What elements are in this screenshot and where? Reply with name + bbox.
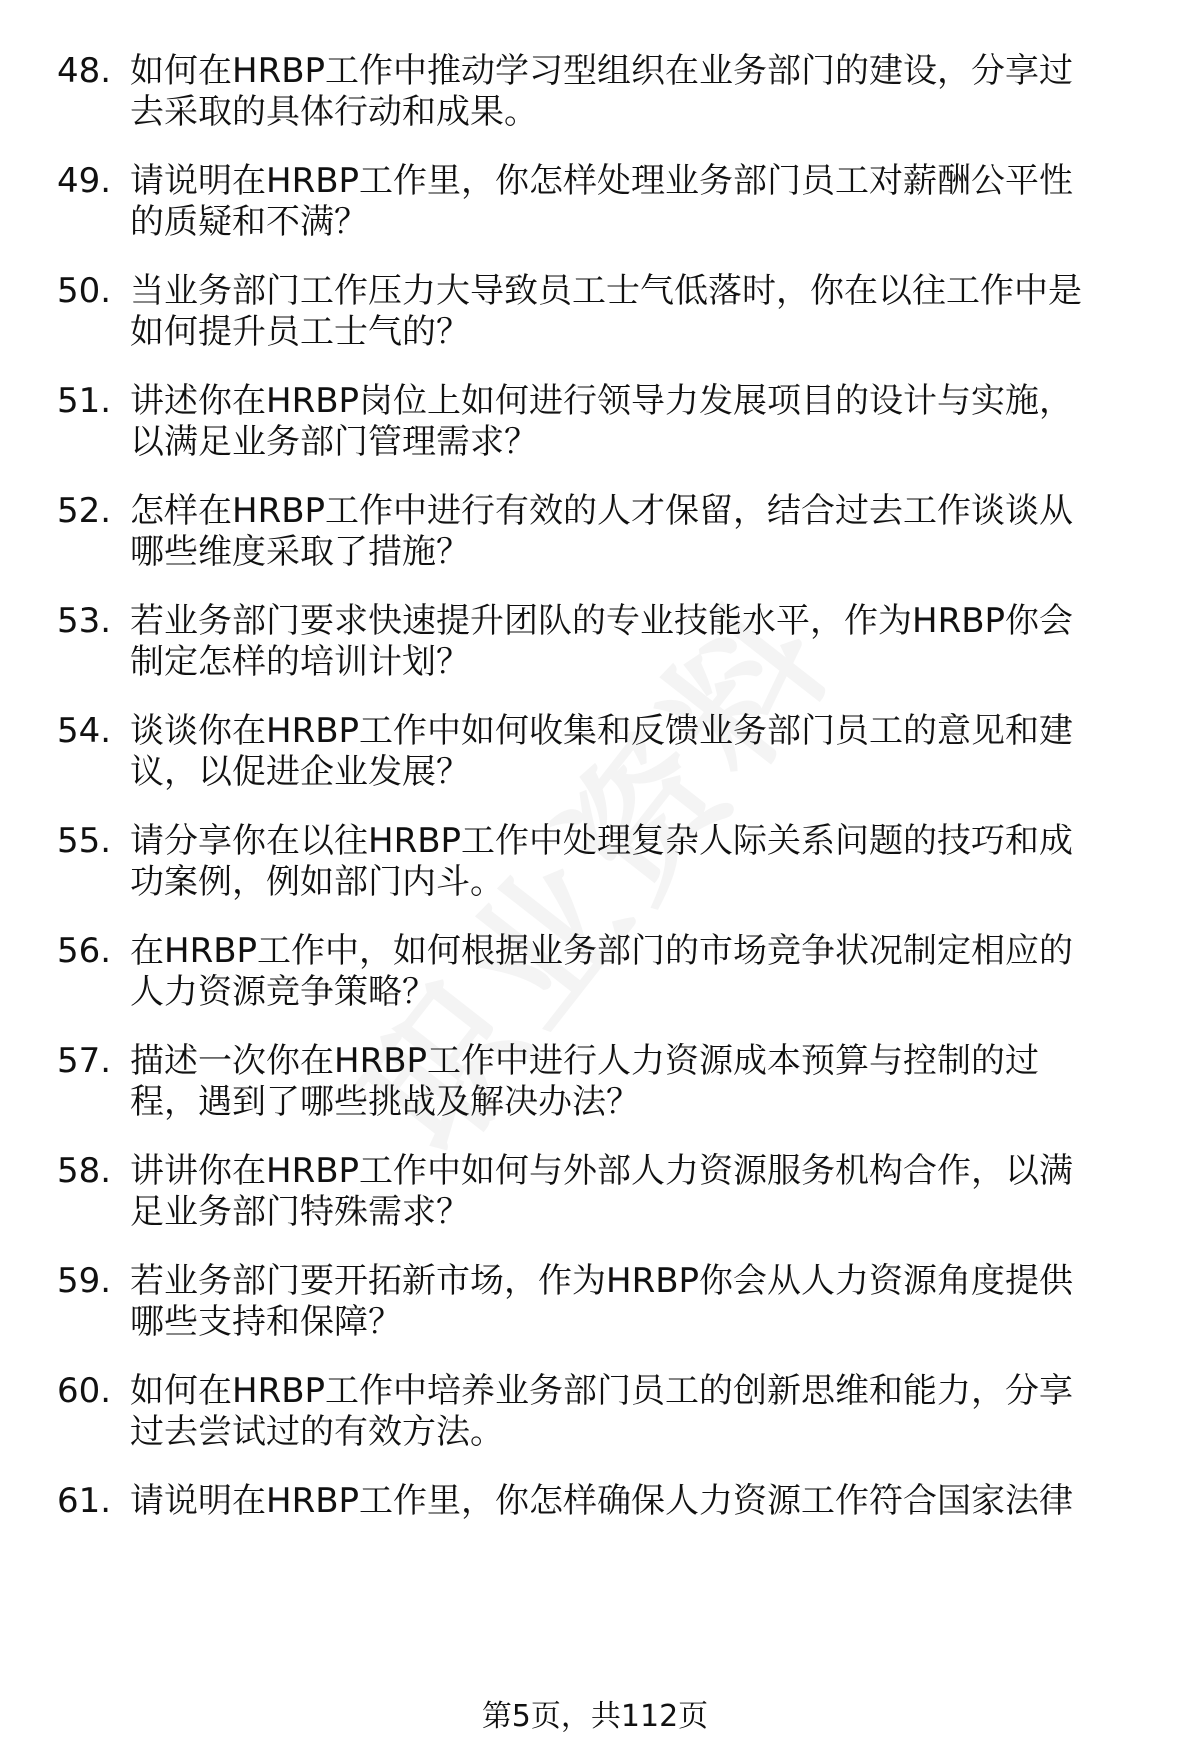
question-text-line: 谈谈你在HRBP工作中如何收集和反馈业务部门员工的意见和建	[130, 711, 1074, 751]
question-text-line: 讲述你在HRBP岗位上如何进行领导力发展项目的设计与实施，	[130, 381, 1074, 421]
question-number: 48.	[57, 51, 112, 91]
question-text-line: 以满足业务部门管理需求？	[130, 422, 538, 462]
question-text-line: 如何在HRBP工作中推动学习型组织在业务部门的建设，分享过	[130, 51, 1074, 91]
question-item	[0, 930, 1190, 1040]
question-text-line: 讲讲你在HRBP工作中如何与外部人力资源服务机构合作，以满	[130, 1151, 1074, 1191]
question-number: 60.	[57, 1371, 112, 1411]
question-number: 55.	[57, 821, 112, 861]
question-item	[0, 1040, 1190, 1150]
question-text-line: 制定怎样的培训计划？	[130, 642, 470, 682]
question-item	[0, 1260, 1190, 1370]
question-text-line: 请说明在HRBP工作里，你怎样处理业务部门员工对薪酬公平性	[130, 161, 1074, 201]
question-item	[0, 160, 1190, 270]
question-item	[0, 490, 1190, 600]
page-footer: 第5页，共112页	[481, 1699, 709, 1734]
question-number: 56.	[57, 931, 112, 971]
question-number: 61.	[57, 1481, 112, 1521]
question-text-line: 去采取的具体行动和成果。	[130, 92, 538, 132]
question-number: 51.	[57, 381, 112, 421]
question-item	[0, 1370, 1190, 1480]
question-text-line: 如何在HRBP工作中培养业务部门员工的创新思维和能力，分享	[130, 1371, 1074, 1411]
question-item	[0, 50, 1190, 160]
question-item	[0, 380, 1190, 490]
question-item	[0, 1480, 1190, 1590]
question-text-line: 请说明在HRBP工作里，你怎样确保人力资源工作符合国家法律	[130, 1481, 1074, 1521]
question-text-line: 描述一次你在HRBP工作中进行人力资源成本预算与控制的过	[130, 1041, 1040, 1081]
question-text-line: 如何提升员工士气的？	[130, 312, 470, 352]
question-text-line: 若业务部门要求快速提升团队的专业技能水平，作为HRBP你会	[130, 601, 1074, 641]
question-text-line: 功案例，例如部门内斗。	[130, 862, 504, 902]
question-text-line: 足业务部门特殊需求？	[130, 1192, 470, 1232]
question-text-line: 程，遇到了哪些挑战及解决办法？	[130, 1082, 640, 1122]
question-item	[0, 270, 1190, 380]
question-number: 58.	[57, 1151, 112, 1191]
question-text-line: 在HRBP工作中，如何根据业务部门的市场竞争状况制定相应的	[130, 931, 1074, 971]
question-number: 52.	[57, 491, 112, 531]
question-text-line: 的质疑和不满？	[130, 202, 368, 242]
question-number: 54.	[57, 711, 112, 751]
question-text-line: 过去尝试过的有效方法。	[130, 1412, 504, 1452]
question-item	[0, 600, 1190, 710]
question-text-line: 请分享你在以往HRBP工作中处理复杂人际关系问题的技巧和成	[130, 821, 1074, 861]
question-number: 57.	[57, 1041, 112, 1081]
question-number: 53.	[57, 601, 112, 641]
question-number: 49.	[57, 161, 112, 201]
question-number: 59.	[57, 1261, 112, 1301]
question-item	[0, 710, 1190, 820]
question-text-line: 哪些维度采取了措施？	[130, 532, 470, 572]
question-text-line: 当业务部门工作压力大导致员工士气低落时，你在以往工作中是	[130, 271, 1082, 311]
question-text-line: 怎样在HRBP工作中进行有效的人才保留，结合过去工作谈谈从	[130, 491, 1074, 531]
question-text-line: 哪些支持和保障？	[130, 1302, 402, 1342]
question-text-line: 若业务部门要开拓新市场，作为HRBP你会从人力资源角度提供	[130, 1261, 1074, 1301]
question-item	[0, 820, 1190, 930]
question-item	[0, 1150, 1190, 1260]
question-text-line: 议，以促进企业发展？	[130, 752, 470, 792]
question-number: 50.	[57, 271, 112, 311]
question-text-line: 人力资源竞争策略？	[130, 972, 436, 1012]
